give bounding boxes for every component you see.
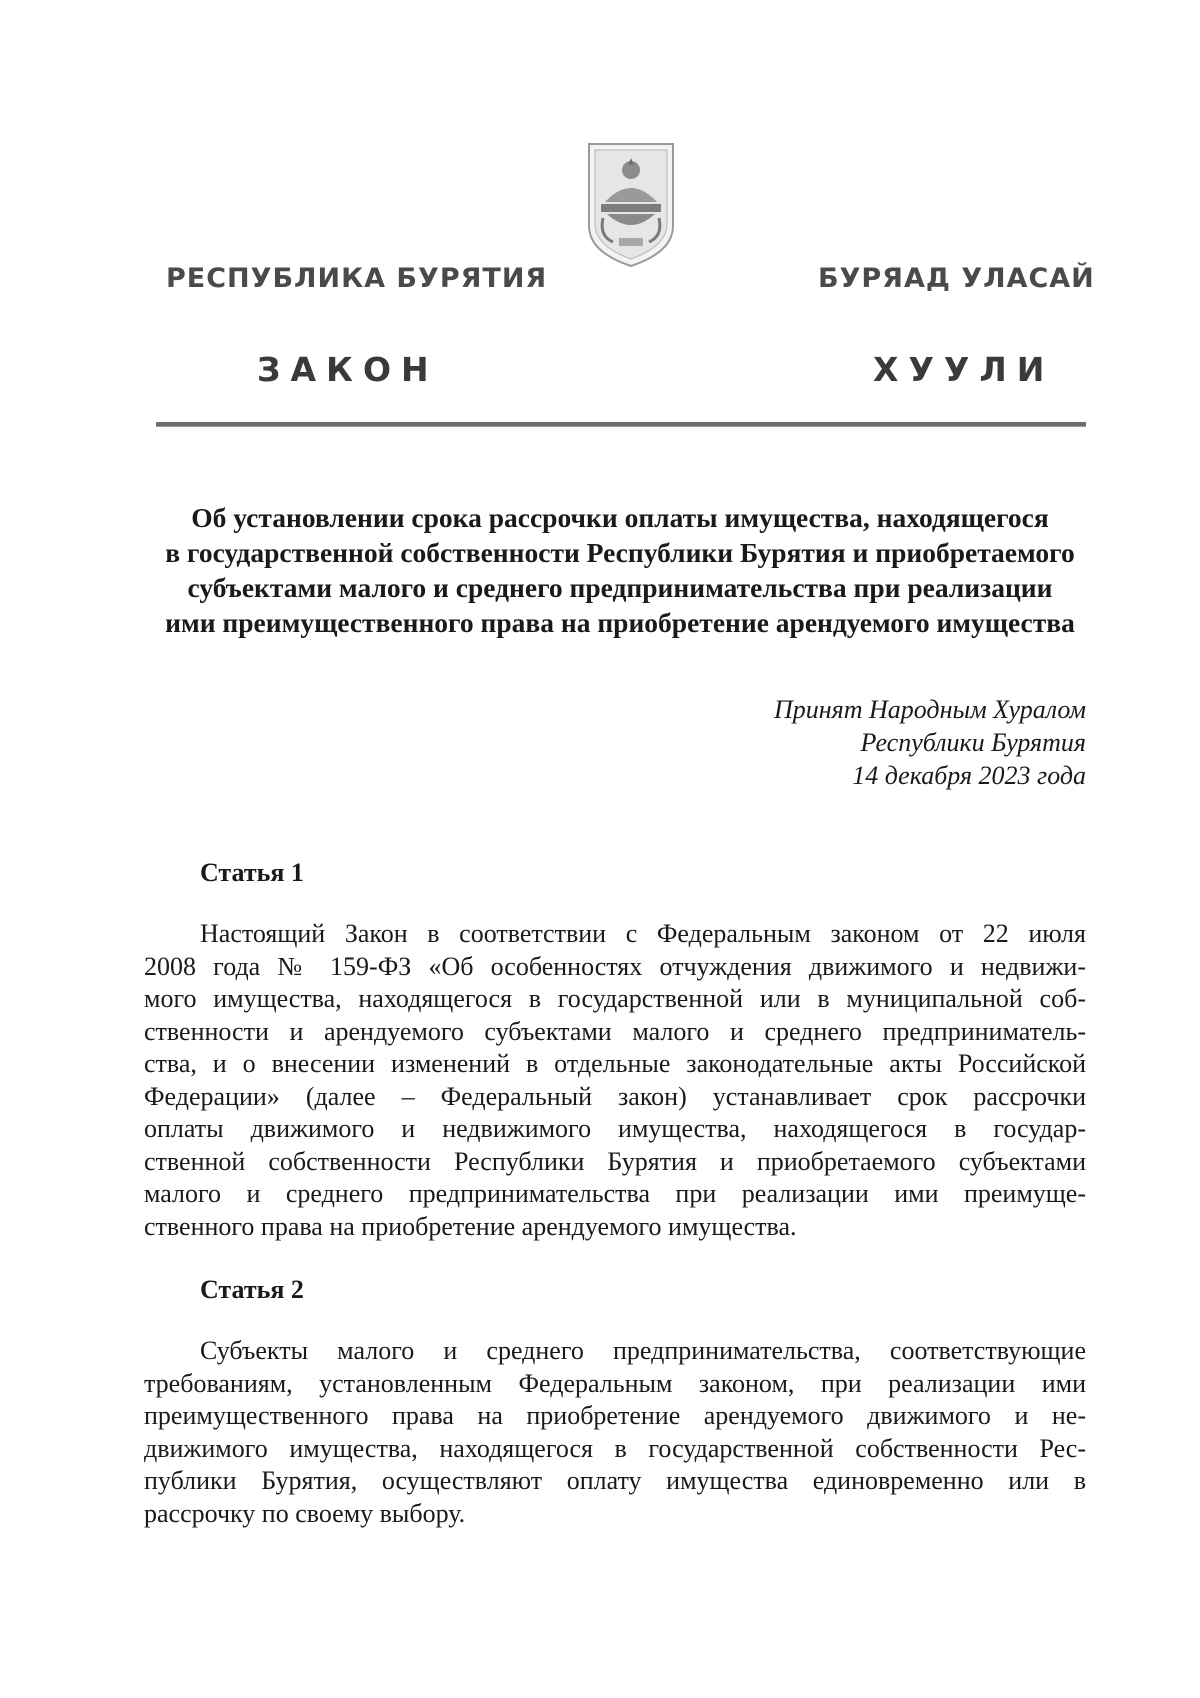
text-line: мого имущества, находящегося в государственной или в муниципальной соб- [144, 984, 1086, 1013]
article-1-heading: Статья 1 [200, 858, 304, 887]
text-line: Настоящий Закон в соответствии с Федеральным законом от 22 июля [200, 919, 1086, 948]
law-label-bu: ХУУЛИ [873, 350, 1055, 389]
adoption-line: Принят Народным Хуралом [773, 695, 1086, 724]
header-divider [156, 422, 1086, 427]
text-line: ственного права на приобретение арендуемого имущества. [144, 1211, 797, 1241]
coat-of-arms-icon [585, 140, 677, 270]
title-line: Об установлении срока рассрочки оплаты имущества, находящегося [191, 502, 1049, 533]
title-line: в государственной собственности Республики Бурятия и приобретаемого [165, 537, 1075, 568]
text-line: рассрочку по своему выбору. [144, 1498, 466, 1528]
text-line: оплаты движимого и недвижимого имущества, находящегося в государ- [144, 1114, 1086, 1143]
text-line: ственной собственности Республики Бурятия и приобретаемого субъектами [144, 1146, 1086, 1176]
text-line: движимого имущества, находящегося в государственной собственности Рес- [144, 1433, 1086, 1463]
text-line: ственности и арендуемого субъектами малого и среднего предприниматель- [144, 1016, 1086, 1046]
text-line: публики Бурятия, осуществляют оплату имущества единовременно или в [144, 1466, 1086, 1495]
text-line: преимущественного права на приобретение арендуемого движимого и не- [144, 1401, 1086, 1430]
republic-name-bu: БУРЯАД УЛАСАЙ [818, 263, 1095, 294]
text-line: Федерации» (далее – Федеральный закон) устанавливает срок рассрочки [144, 1081, 1086, 1111]
law-label-ru: ЗАКОН [257, 350, 439, 389]
text-line: требованиям, установленным Федеральным законом, при реализации ими [144, 1368, 1086, 1398]
article-2-heading: Статья 2 [200, 1275, 304, 1304]
republic-name-ru: РЕСПУБЛИКА БУРЯТИЯ [166, 263, 548, 294]
adoption-note [774, 693, 1086, 792]
adoption-line: Республики Бурятия [860, 728, 1086, 757]
text-line: ства, и о внесении изменений в отдельные законодательные акты Российской [144, 1049, 1086, 1078]
adoption-date: 14 декабря 2023 года [852, 761, 1086, 790]
title-line: субъектами малого и среднего предпринимательства при реализации [187, 572, 1053, 603]
article-2-text [144, 1335, 1086, 1530]
law-title [130, 500, 1110, 640]
text-line: Субъекты малого и среднего предпринимательства, соответствующие [200, 1336, 1086, 1365]
text-line: 2008 года № 159-ФЗ «Об особенностях отчуждения движимого и недвижи- [144, 951, 1086, 981]
article-1-text [144, 918, 1086, 1243]
title-line: ими преимущественного права на приобретение арендуемого имущества [165, 607, 1075, 638]
text-line: малого и среднего предпринимательства при реализации ими преимуще- [144, 1179, 1086, 1208]
